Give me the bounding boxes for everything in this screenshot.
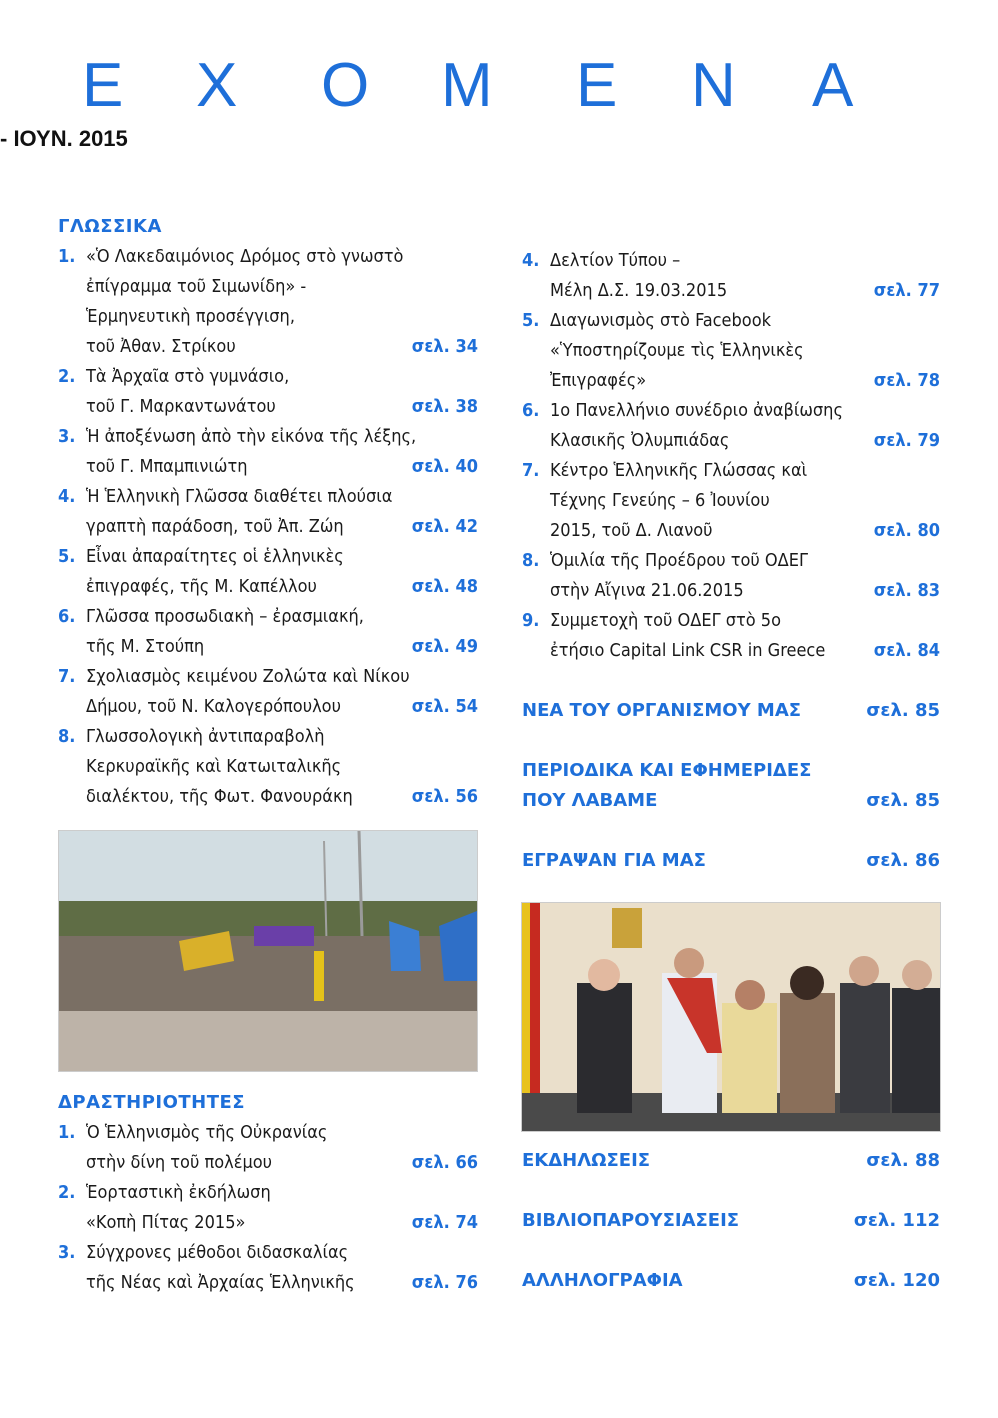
entry-text: Εἶναι ἀπαραίτητες οἱ ἑλληνικὲς <box>86 546 344 567</box>
toc-right-column-bottom <box>522 1146 940 1296</box>
toc-list-drastiriotites <box>58 1118 478 1298</box>
entry-line <box>86 362 478 392</box>
entry-text: Κερκυραϊκῆς καὶ Κατωιταλικῆς <box>86 756 342 777</box>
entry-text: διαλέκτου, τῆς Φωτ. Φανουράκη <box>86 786 353 807</box>
entry-line <box>550 396 940 426</box>
entry-number: 2. <box>58 366 76 387</box>
entry-text: «Ὑποστηρίζουμε τὶς Ἑλληνικὲς <box>550 340 804 361</box>
entry-line <box>86 1208 478 1238</box>
section-heading-line <box>522 846 940 876</box>
page-ref: σελ. 78 <box>873 370 940 391</box>
entry-text: ἐτήσιο Capital Link CSR in Greece <box>550 640 826 661</box>
entry-number: 6. <box>522 400 540 421</box>
section-heading-text: ΕΚΔΗΛΩΣΕΙΣ <box>522 1150 651 1171</box>
entry-text: Ἡ ἀποξένωση ἀπὸ τὴν εἰκόνα τῆς λέξης, <box>86 426 417 447</box>
toc-entry <box>522 456 940 546</box>
entry-number: 4. <box>522 250 540 271</box>
entry-text: στὴν Αἴγινα 21.06.2015 <box>550 580 744 601</box>
entry-text: Κέντρο Ἑλληνικῆς Γλώσσας καὶ <box>550 460 808 481</box>
entry-text: Ἡ Ἑλληνικὴ Γλῶσσα διαθέτει πλούσια <box>86 486 393 507</box>
page-ref: σελ. 38 <box>411 396 478 417</box>
entry-text: ἐπιγραφές, τῆς Μ. Καπέλλου <box>86 576 317 597</box>
entry-line <box>86 662 478 692</box>
issue-date: - ΙΟΥΝ. 2015 <box>0 126 128 151</box>
toc-section <box>522 1206 940 1236</box>
entry-body <box>86 1118 478 1178</box>
entry-body <box>86 542 478 602</box>
toc-entry <box>58 1118 478 1178</box>
entry-body <box>86 482 478 542</box>
section-heading-text: ΠΟΥ ΛΑΒΑΜΕ <box>522 790 658 811</box>
entry-line <box>550 276 940 306</box>
section-heading-text: ΑΛΛΗΛΟΓΡΑΦΙΑ <box>522 1270 683 1291</box>
entry-line <box>86 632 478 662</box>
entry-line <box>86 602 478 632</box>
toc-entry <box>58 422 478 482</box>
entry-line <box>550 246 940 276</box>
entry-line <box>86 782 478 812</box>
entry-text: Μέλη Δ.Σ. 19.03.2015 <box>550 280 728 301</box>
toc-entry <box>58 722 478 812</box>
entry-text: 2015, τοῦ Δ. Λιανοῦ <box>550 520 713 541</box>
entry-body <box>86 602 478 662</box>
entry-text: «Ὁ Λακεδαιμόνιος Δρόμος στὸ γνωστὸ <box>86 246 404 267</box>
entry-line <box>86 1118 478 1148</box>
entry-text: Διαγωνισμὸς στὸ Facebook <box>550 310 771 331</box>
entry-body <box>550 306 940 396</box>
entry-body <box>86 722 478 812</box>
entry-line <box>86 1268 478 1298</box>
toc-section <box>522 756 940 816</box>
entry-line <box>86 1178 478 1208</box>
entry-text: Δήμου, τοῦ Ν. Καλογερόπουλου <box>86 696 341 717</box>
toc-entry <box>522 606 940 666</box>
entry-line <box>86 512 478 542</box>
entry-line <box>86 242 478 272</box>
entry-number: 8. <box>522 550 540 571</box>
page-ref: σελ. 88 <box>866 1150 940 1171</box>
event-photo-parade <box>58 830 478 1072</box>
entry-line <box>550 546 940 576</box>
entry-number: 1. <box>58 246 76 267</box>
toc-entry <box>58 482 478 542</box>
toc-entry <box>58 662 478 722</box>
toc-entry <box>522 546 940 606</box>
toc-entry <box>58 542 478 602</box>
page-ref: σελ. 34 <box>411 336 478 357</box>
entry-number: 9. <box>522 610 540 631</box>
entry-number: 3. <box>58 426 76 447</box>
page-ref: σελ. 48 <box>411 576 478 597</box>
entry-number: 4. <box>58 486 76 507</box>
entry-text: Τέχνης Γενεύης – 6 Ἰουνίου <box>550 490 770 511</box>
entry-line <box>86 302 478 332</box>
entry-line <box>86 692 478 722</box>
entry-body <box>86 662 478 722</box>
toc-section <box>522 696 940 726</box>
entry-line <box>86 482 478 512</box>
entry-line <box>550 306 940 336</box>
entry-text: Ἐπιγραφές» <box>550 370 647 391</box>
entry-text: ἐπίγραμμα τοῦ Σιμωνίδη» - <box>86 276 307 297</box>
title-letter: Ο <box>321 51 370 120</box>
entry-line <box>86 452 478 482</box>
entry-text: 1ο Πανελλήνιο συνέδριο ἀναβίωσης <box>550 400 843 421</box>
entry-text: Συμμετοχὴ τοῦ ΟΔΕΓ στὸ 5ο <box>550 610 782 631</box>
page-ref: σελ. 85 <box>866 700 940 721</box>
entry-text: Γλωσσολογικὴ ἀντιπαραβολὴ <box>86 726 325 747</box>
toc-sections-top <box>522 696 940 876</box>
entry-line <box>86 422 478 452</box>
entry-line <box>86 542 478 572</box>
entry-number: 6. <box>58 606 76 627</box>
entry-number: 3. <box>58 1242 76 1263</box>
title-letter: Ε <box>82 51 124 120</box>
section-heading-line <box>522 1146 940 1176</box>
entry-line <box>550 486 940 516</box>
section-heading-text: ΕΓΡΑΨΑΝ ΓΙΑ ΜΑΣ <box>522 850 706 871</box>
entry-body <box>550 456 940 546</box>
entry-text: Ἑορταστικὴ ἐκδήλωση <box>86 1182 271 1203</box>
entry-body <box>86 422 478 482</box>
toc-section <box>522 1266 940 1296</box>
entry-text: Γλῶσσα προσωδιακὴ – ἐρασμιακή, <box>86 606 364 627</box>
toc-left-column <box>58 212 478 812</box>
section-heading-text: ΒΙΒΛΙΟΠΑΡΟΥΣΙΑΣΕΙΣ <box>522 1210 740 1231</box>
page-ref: σελ. 79 <box>873 430 940 451</box>
title-letter: Μ <box>441 51 493 120</box>
entry-text: Ἑρμηνευτικὴ προσέγγιση, <box>86 306 295 327</box>
entry-text: τοῦ Ἀθαν. Στρίκου <box>86 336 236 357</box>
page-ref: σελ. 112 <box>853 1210 940 1231</box>
entry-body <box>550 396 940 456</box>
entry-body <box>86 1178 478 1238</box>
entry-number: 7. <box>522 460 540 481</box>
masthead-title <box>0 50 998 130</box>
section-heading-line <box>522 1206 940 1236</box>
entry-text: τῆς Μ. Στούπη <box>86 636 205 657</box>
toc-section <box>522 846 940 876</box>
entry-number: 7. <box>58 666 76 687</box>
entry-body <box>86 362 478 422</box>
entry-body <box>550 246 940 306</box>
entry-text: Δελτίον Τύπου – <box>550 250 681 271</box>
entry-line <box>550 576 940 606</box>
section-title-drastiriotites: ΔΡΑΣΤΗΡΙΟΤΗΤΕΣ <box>58 1092 246 1113</box>
page-ref: σελ. 54 <box>411 696 478 717</box>
entry-line <box>86 392 478 422</box>
title-letter: Χ <box>196 51 238 120</box>
entry-line <box>86 1148 478 1178</box>
section-heading-line <box>522 1266 940 1296</box>
entry-line <box>550 636 940 666</box>
section-heading-text: ΠΕΡΙΟΔΙΚΑ ΚΑΙ ΕΦΗΜΕΡΙΔΕΣ <box>522 760 812 781</box>
page-ref: σελ. 85 <box>866 790 940 811</box>
toc-section <box>522 1146 940 1176</box>
toc-entry <box>522 306 940 396</box>
toc-entry <box>58 602 478 662</box>
entry-line <box>550 366 940 396</box>
entry-line <box>550 336 940 366</box>
title-letter: Ε <box>576 51 618 120</box>
event-photo-ceremony <box>521 902 941 1132</box>
section-heading-text: ΝΕΑ ΤΟΥ ΟΡΓΑΝΙΣΜΟΥ ΜΑΣ <box>522 700 802 721</box>
page-ref: σελ. 49 <box>411 636 478 657</box>
entry-text: Τὰ Ἀρχαῖα στὸ γυμνάσιο, <box>86 366 290 387</box>
page-ref: σελ. 86 <box>866 850 940 871</box>
page-ref: σελ. 84 <box>873 640 940 661</box>
toc-list-continued <box>522 246 940 666</box>
entry-line <box>86 1238 478 1268</box>
page-ref: σελ. 80 <box>873 520 940 541</box>
entry-body <box>86 1238 478 1298</box>
entry-text: στὴν δίνη τοῦ πολέμου <box>86 1152 273 1173</box>
entry-body <box>550 546 940 606</box>
entry-number: 5. <box>58 546 76 567</box>
entry-text: Σχολιασμὸς κειμένου Ζολώτα καὶ Νίκου <box>86 666 410 687</box>
entry-text: Κλασικῆς Ὀλυμπιάδας <box>550 430 730 451</box>
page-ref: σελ. 74 <box>411 1212 478 1233</box>
toc-sections-bottom <box>522 1146 940 1296</box>
entry-number: 8. <box>58 726 76 747</box>
entry-line <box>86 332 478 362</box>
toc-entry <box>58 1178 478 1238</box>
toc-entry <box>58 242 478 362</box>
entry-text: Σύγχρονες μέθοδοι διδασκαλίας <box>86 1242 349 1263</box>
toc-entry <box>58 1238 478 1298</box>
toc-entry <box>522 246 940 306</box>
page-ref: σελ. 77 <box>873 280 940 301</box>
entry-line <box>86 572 478 602</box>
entry-text: «Κοπὴ Πίτας 2015» <box>86 1212 246 1233</box>
entry-text: τοῦ Γ. Μπαμπινιώτη <box>86 456 248 477</box>
entry-text: τοῦ Γ. Μαρκαντωνάτου <box>86 396 276 417</box>
title-letter: Ν <box>691 51 736 120</box>
entry-line <box>86 752 478 782</box>
entry-number: 2. <box>58 1182 76 1203</box>
page-ref: σελ. 66 <box>411 1152 478 1173</box>
toc-list-glossika <box>58 242 478 812</box>
section-title-glossika: ΓΛΩΣΣΙΚΑ <box>58 216 162 237</box>
entry-line <box>550 426 940 456</box>
toc-left-column-bottom <box>58 1088 478 1298</box>
entry-text: Ὁμιλία τῆς Προέδρου τοῦ ΟΔΕΓ <box>550 550 809 571</box>
entry-text: γραπτὴ παράδοση, τοῦ Ἀπ. Ζώη <box>86 516 344 537</box>
entry-body <box>550 606 940 666</box>
entry-body <box>86 242 478 362</box>
page-ref: σελ. 76 <box>411 1272 478 1293</box>
entry-line <box>550 606 940 636</box>
page-ref: σελ. 56 <box>411 786 478 807</box>
entry-text: Ὁ Ἑλληνισμὸς τῆς Οὐκρανίας <box>86 1122 328 1143</box>
page-ref: σελ. 40 <box>411 456 478 477</box>
entry-line <box>86 722 478 752</box>
toc-entry <box>522 396 940 456</box>
toc-right-column <box>522 246 940 876</box>
page-ref: σελ. 42 <box>411 516 478 537</box>
section-heading-line <box>522 696 940 726</box>
toc-entry <box>58 362 478 422</box>
entry-line <box>550 456 940 486</box>
title-letter: Α <box>812 51 854 120</box>
entry-line <box>550 516 940 546</box>
entry-line <box>86 272 478 302</box>
page-ref: σελ. 83 <box>873 580 940 601</box>
entry-text: τῆς Νέας καὶ Ἀρχαίας Ἑλληνικῆς <box>86 1272 355 1293</box>
section-heading-line <box>522 786 940 816</box>
page-ref: σελ. 120 <box>853 1270 940 1291</box>
entry-number: 5. <box>522 310 540 331</box>
section-heading-line <box>522 756 940 786</box>
entry-number: 1. <box>58 1122 76 1143</box>
